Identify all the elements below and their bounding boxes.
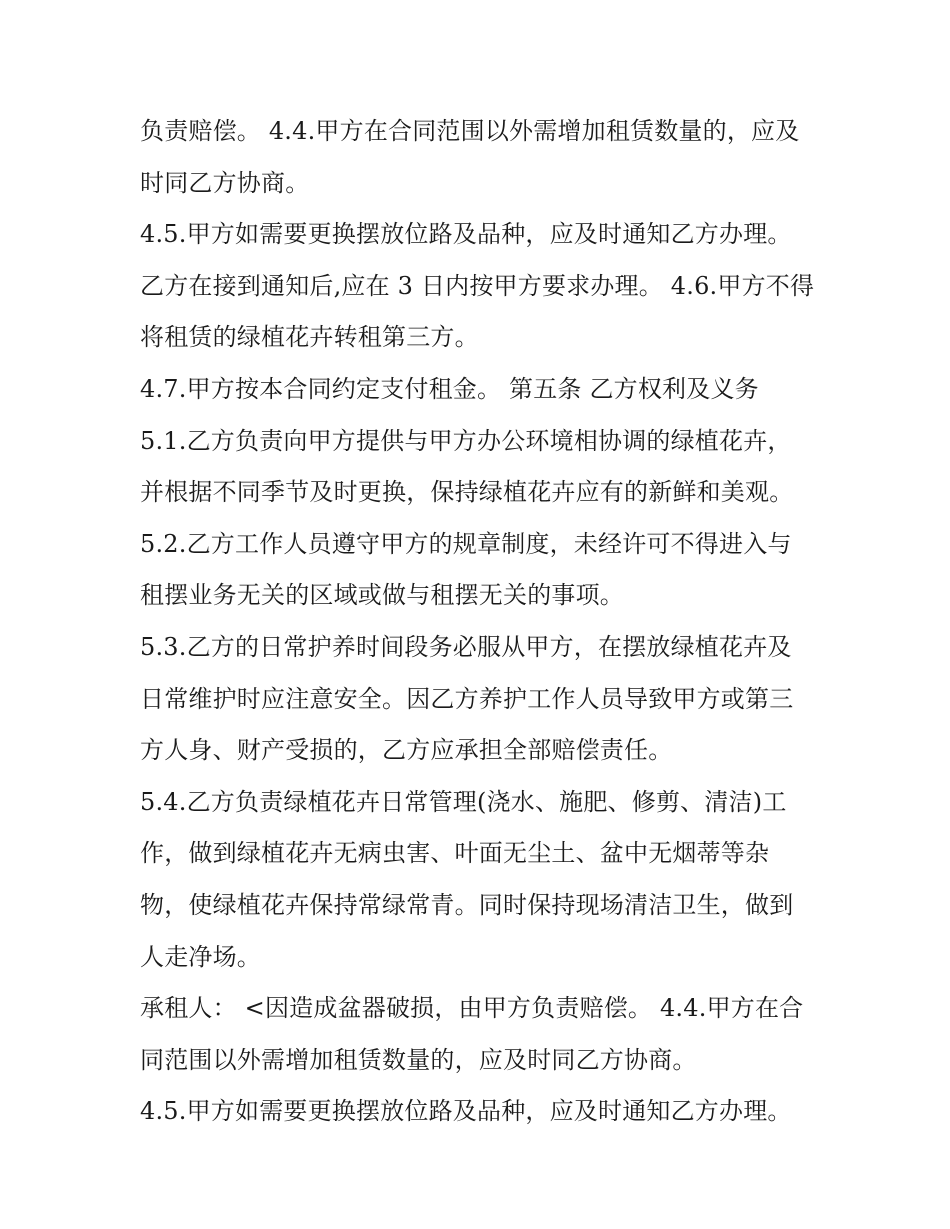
text-line: 4.5.甲方如需要更换摆放位路及品种，应及时通知乙方办理。	[140, 1097, 792, 1126]
text-line: 5.4.乙方负责绿植花卉日常管理(浇水、施肥、修剪、清洁)工	[140, 787, 787, 816]
text-line: 租摆业务无关的区域或做与租摆无关的事项。	[140, 581, 624, 610]
text-line: 并根据不同季节及时更换，保持绿植花卉应有的新鲜和美观。	[140, 478, 794, 507]
text-line: 承租人： <因造成盆器破损，由甲方负责赔偿。 4.4.甲方在合	[140, 994, 804, 1023]
text-line: 5.3.乙方的日常护养时间段务必服从甲方，在摆放绿植花卉及	[140, 632, 792, 661]
document-body	[140, 106, 820, 1138]
text-line: 5.1.乙方负责向甲方提供与甲方办公环境相协调的绿植花卉，	[140, 426, 792, 455]
text-line: 4.7.甲方按本合同约定支付租金。 第五条 乙方权利及义务	[140, 374, 759, 403]
text-line: 物，使绿植花卉保持常绿常青。同时保持现场清洁卫生，做到	[140, 890, 794, 919]
text-line: 人走净场。	[140, 942, 261, 971]
text-line: 作，做到绿植花卉无病虫害、叶面无尘土、盆中无烟蒂等杂	[140, 839, 770, 868]
text-line: 负责赔偿。 4.4.甲方在合同范围以外需增加租赁数量的，应及	[140, 117, 800, 145]
text-line: 4.5.甲方如需要更换摆放位路及品种，应及时通知乙方办理。	[140, 220, 792, 249]
text-line: 同范围以外需增加租赁数量的，应及时同乙方协商。	[140, 1045, 697, 1074]
text-line: 时同乙方协商。	[140, 168, 310, 197]
text-line: 方人身、财产受损的，乙方应承担全部赔偿责任。	[140, 736, 673, 765]
text-line: 日常维护时应注意安全。因乙方养护工作人员导致甲方或第三	[140, 684, 794, 713]
text-line: 将租赁的绿植花卉转租第三方。	[140, 323, 479, 352]
text-line: 5.2.乙方工作人员遵守甲方的规章制度，未经许可不得进入与	[140, 529, 792, 558]
text-line: 乙方在接到通知后,应在 3 日内按甲方要求办理。 4.6.甲方不得	[140, 271, 815, 300]
